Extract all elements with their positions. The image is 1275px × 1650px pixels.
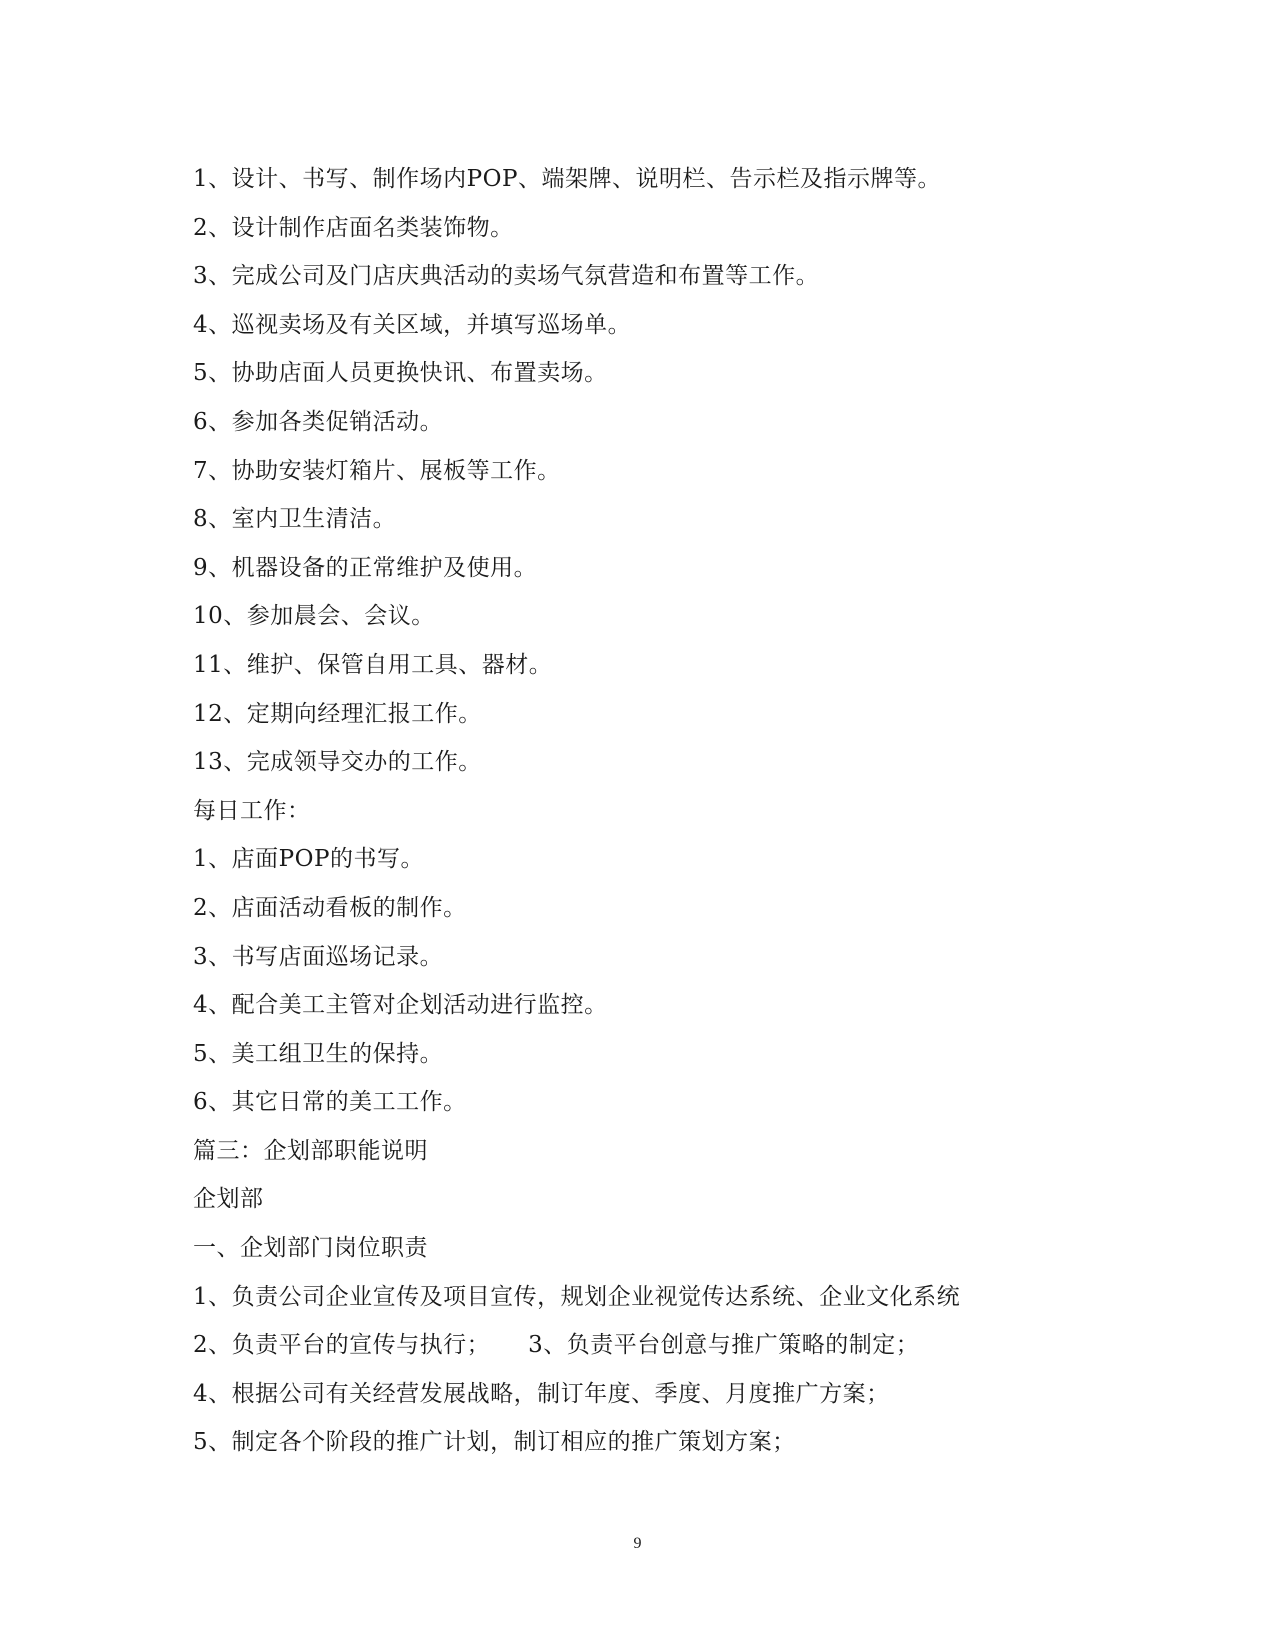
section-heading: 篇三：企划部职能说明 xyxy=(193,1137,428,1164)
text-line-right: 3、负责平台创意与推广策略的制定； xyxy=(528,1332,920,1359)
text-line: 6、参加各类促销活动。 xyxy=(193,408,444,435)
text-line: 13、完成领导交办的工作。 xyxy=(193,749,482,776)
text-line: 11、维护、保管自用工具、器材。 xyxy=(193,651,553,678)
text-line: 1、设计、书写、制作场内POP、端架牌、说明栏、告示栏及指示牌等。 xyxy=(193,166,941,192)
text-line: 3、完成公司及门店庆典活动的卖场气氛营造和布置等工作。 xyxy=(193,263,820,290)
text-line: 5、制定各个阶段的推广计划，制订相应的推广策划方案； xyxy=(193,1429,796,1456)
document-body xyxy=(193,155,1093,1467)
text-line: 9、机器设备的正常维护及使用。 xyxy=(193,554,538,581)
text-line: 7、协助安装灯箱片、展板等工作。 xyxy=(193,457,561,484)
text-line: 2、设计制作店面名类装饰物。 xyxy=(193,214,514,241)
text-line: 2、店面活动看板的制作。 xyxy=(193,894,467,921)
text-line: 12、定期向经理汇报工作。 xyxy=(193,700,482,727)
text-line: 4、根据公司有关经营发展战略，制订年度、季度、月度推广方案； xyxy=(193,1380,890,1407)
text-line: 8、室内卫生清洁。 xyxy=(193,506,397,533)
text-line: 4、配合美工主管对企划活动进行监控。 xyxy=(193,992,608,1019)
section-heading: 企划部 xyxy=(193,1186,264,1213)
text-line: 1、负责公司企业宣传及项目宣传，规划企业视觉传达系统、企业文化系统 xyxy=(193,1283,961,1310)
text-line: 1、店面POP的书写。 xyxy=(193,846,424,873)
text-line: 10、参加晨会、会议。 xyxy=(193,603,435,630)
text-line-split xyxy=(193,1321,1093,1370)
section-heading: 一、企划部门岗位职责 xyxy=(193,1235,428,1262)
text-line-left: 2、负责平台的宣传与执行； xyxy=(193,1332,491,1359)
text-line: 3、书写店面巡场记录。 xyxy=(193,943,444,970)
text-line: 6、其它日常的美工工作。 xyxy=(193,1089,467,1116)
text-line: 5、美工组卫生的保持。 xyxy=(193,1040,444,1067)
page-number: 9 xyxy=(633,1535,642,1552)
text-line: 4、巡视卖场及有关区域，并填写巡场单。 xyxy=(193,311,632,338)
text-line: 5、协助店面人员更换快讯、布置卖场。 xyxy=(193,360,608,387)
section-heading: 每日工作： xyxy=(193,797,311,824)
